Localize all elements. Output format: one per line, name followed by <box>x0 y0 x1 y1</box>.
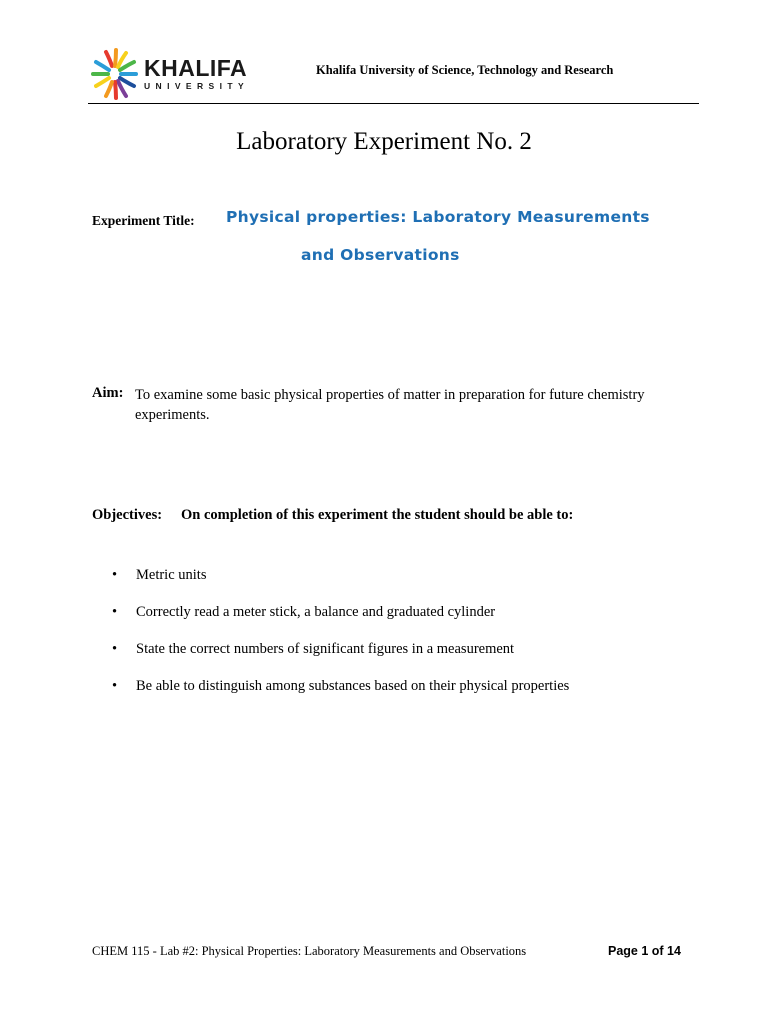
university-logo <box>90 44 260 104</box>
list-item <box>112 604 569 641</box>
objective-text: Metric units <box>136 567 207 583</box>
footer-page-number: Page 1 of 14 <box>608 944 681 958</box>
objective-text: State the correct numbers of significant figures in a measurement <box>136 641 515 657</box>
objective-text: Be able to distinguish among substances based on their physical properties <box>136 678 570 694</box>
header-divider <box>88 103 699 104</box>
logo-name: KHALIFA <box>144 55 248 82</box>
logo-subtitle: UNIVERSITY <box>144 81 250 92</box>
bullet-icon: • <box>112 641 118 657</box>
document-title: Laboratory Experiment No. 2 <box>236 128 532 155</box>
list-item <box>112 567 569 604</box>
bullet-icon: • <box>112 678 118 694</box>
experiment-title-line-2: and Observations <box>301 246 460 264</box>
footer-course-title: CHEM 115 - Lab #2: Physical Properties: Laboratory Measurements and Observations <box>92 944 527 958</box>
list-item <box>112 641 569 678</box>
experiment-title <box>226 208 696 264</box>
institution-name: Khalifa University of Science, Technology and Research <box>316 63 614 77</box>
experiment-title-line-1: Physical properties: Laboratory Measurements <box>226 208 650 226</box>
objectives-intro: On completion of this experiment the student should be able to: <box>181 507 574 523</box>
bullet-icon: • <box>112 604 118 620</box>
bullet-icon: • <box>112 567 118 583</box>
logo-emblem-icon <box>90 46 138 102</box>
objectives-list <box>112 567 569 715</box>
aim-label: Aim: <box>92 385 124 401</box>
aim-text: To examine some basic physical properties of matter in preparation for future chemistry experiments. <box>135 387 645 423</box>
objectives-label: Objectives: <box>92 507 163 523</box>
list-item <box>112 678 569 715</box>
experiment-title-label: Experiment Title: <box>92 213 195 228</box>
objective-text: Correctly read a meter stick, a balance and graduated cylinder <box>136 604 496 620</box>
